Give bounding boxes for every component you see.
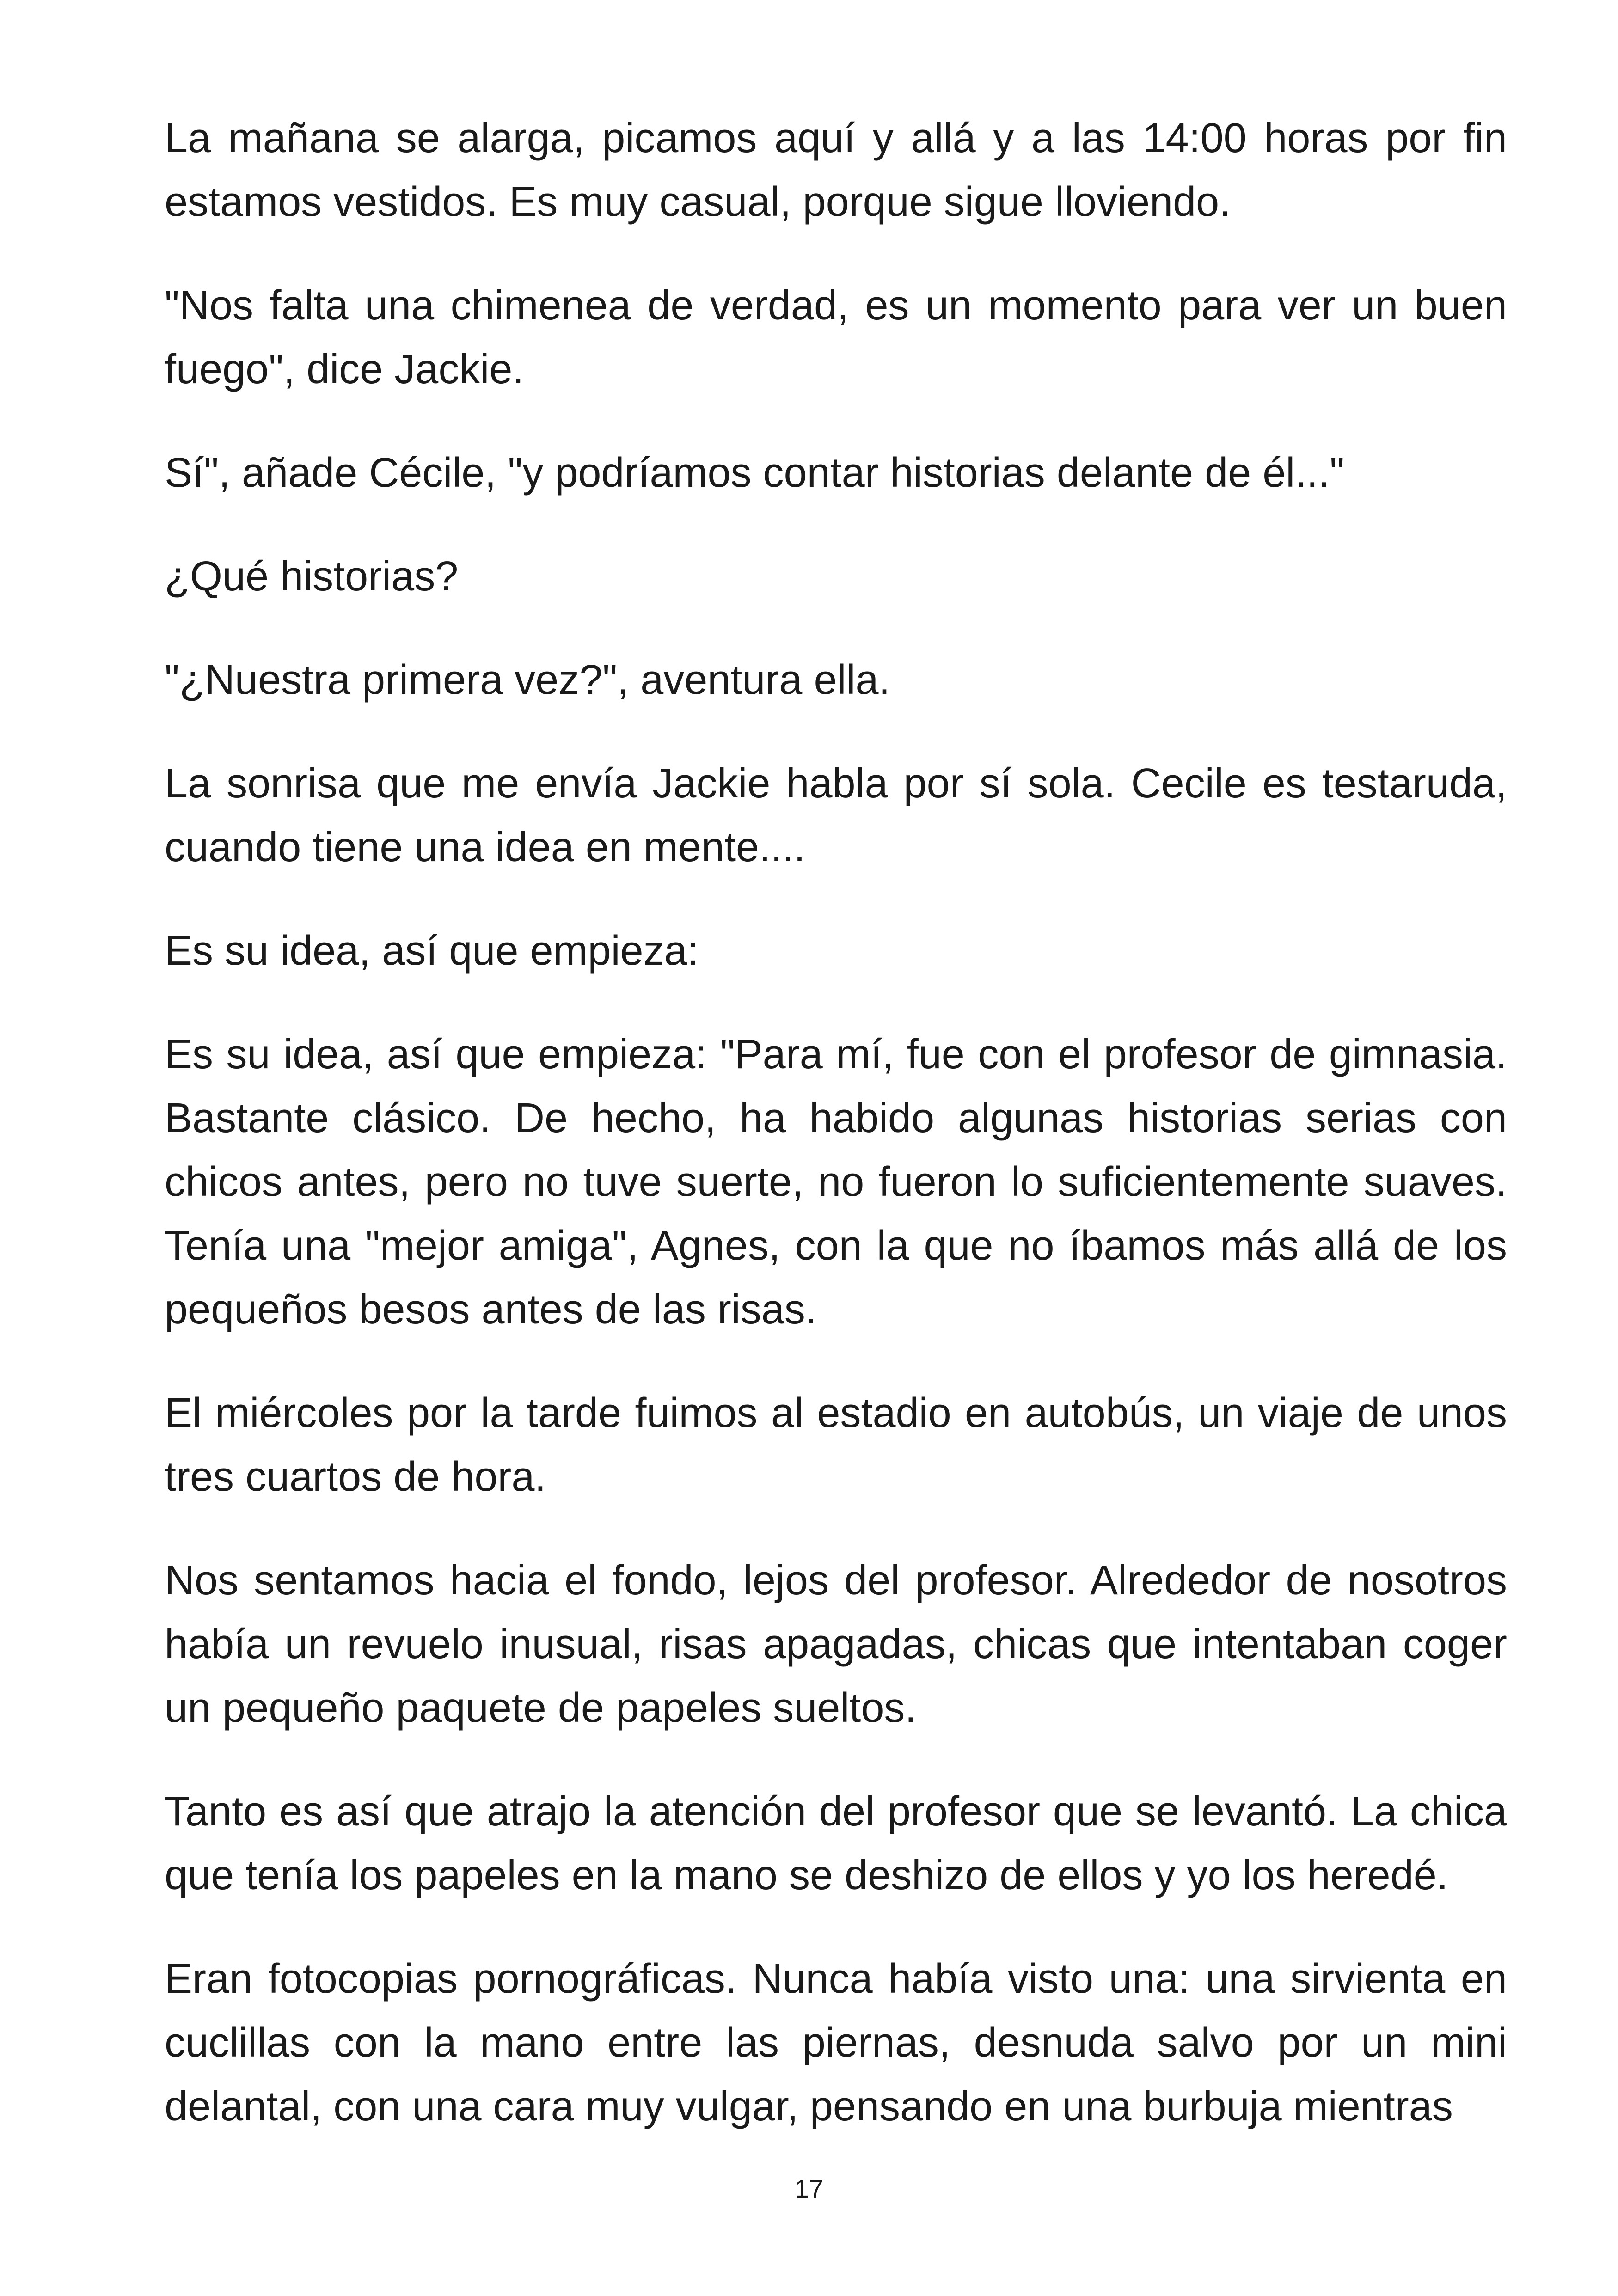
paragraph-10: Nos sentamos hacia el fondo, lejos del profesor. Alrededor de nosotros había un revuelo inusual, risas apagadas, chicas que intentaban coger un pequeño paquete de papeles sueltos. <box>165 1557 1507 1731</box>
paragraph-2: "Nos falta una chimenea de verdad, es un momento para ver un buen fuego", dice Jackie. <box>165 282 1507 392</box>
paragraph-8: Es su idea, así que empieza: "Para mí, fue con el profesor de gimnasia. Bastante clásico. De hecho, ha habido algunas historias serias con chicos antes, pero no tuve suerte, no fueron lo suficientemente suaves. Tenía una "mejor amiga", Agnes, con la que no íbamos más allá de los pequeños besos antes de las risas. <box>165 1031 1507 1333</box>
paragraph-11: Tanto es así que atrajo la atención del profesor que se levantó. La chica que tenía los papeles en la mano se deshizo de ellos y yo los heredé. <box>165 1788 1507 1898</box>
paragraph-3: Sí", añade Cécile, "y podríamos contar historias delante de él..." <box>165 450 1345 496</box>
paragraph-12: Eran fotocopias pornográficas. Nunca había visto una: una sirvienta en cuclillas con la mano entre las piernas, desnuda salvo por un mini delantal, con una cara muy vulgar, pensando en una burbuja mientras <box>165 1956 1507 2130</box>
paragraph-4: ¿Qué historias? <box>165 553 459 600</box>
paragraph-6: La sonrisa que me envía Jackie habla por sí sola. Cecile es testaruda, cuando tiene una idea en mente.... <box>165 760 1507 870</box>
page-number: 17 <box>794 2174 824 2203</box>
paragraph-9: El miércoles por la tarde fuimos al estadio en autobús, un viaje de unos tres cuartos de hora. <box>165 1390 1507 1500</box>
page-body <box>165 106 1507 2138</box>
paragraph-5: "¿Nuestra primera vez?", aventura ella. <box>165 657 890 703</box>
paragraph-1: La mañana se alarga, picamos aquí y allá y a las 14:00 horas por fin estamos vestidos. Es muy casual, porque sigue lloviendo. <box>165 115 1507 225</box>
paragraph-7: Es su idea, así que empieza: <box>165 928 699 974</box>
